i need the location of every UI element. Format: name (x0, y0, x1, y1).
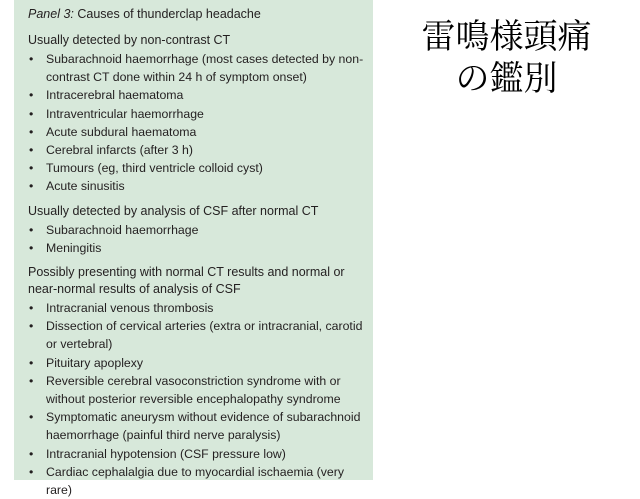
list-item: • Cardiac cephalalgia due to myocardial ischaemia (very rare) (28, 463, 365, 499)
list-item: • Pituitary apoplexy (28, 354, 365, 372)
list-item: • Dissection of cervical arteries (extra or intracranial, carotid or vertebral) (28, 317, 365, 353)
slide-heading-line-2: の鑑別 (455, 59, 558, 99)
list-item: • Intracranial hypotension (CSF pressure low) (28, 445, 365, 463)
section-list (28, 299, 365, 499)
list-item: • Intracranial venous thrombosis (28, 299, 365, 317)
panel-sections (28, 32, 365, 499)
list-item: • Acute subdural haematoma (28, 123, 365, 141)
list-item: • Meningitis (28, 239, 365, 257)
panel-section (28, 32, 365, 196)
list-item: • Cerebral infarcts (after 3 h) (28, 141, 365, 159)
list-item: • Tumours (eg, third ventricle colloid cyst) (28, 159, 365, 177)
causes-panel (14, 0, 373, 498)
list-item: • Subarachnoid haemorrhage (most cases detected by non-contrast CT done within 24 h of symptom onset) (28, 50, 365, 86)
list-item: • Reversible cerebral vasoconstriction syndrome with or without posterior reversible encephalopathy syndrome (28, 372, 365, 408)
panel-section (28, 264, 365, 499)
list-item: • Acute sinusitis (28, 177, 365, 195)
panel-label: Panel 3: (28, 7, 74, 21)
section-heading: Usually detected by non-contrast CT (28, 33, 231, 47)
list-item: • Subarachnoid haemorrhage (28, 221, 365, 239)
list-item: • Intraventricular haemorrhage (28, 105, 365, 123)
section-heading: Usually detected by analysis of CSF after normal CT (28, 203, 319, 218)
section-list (28, 50, 365, 196)
panel-section (28, 203, 365, 257)
section-heading: Possibly presenting with normal CT results and normal or near-normal results of analysis of CSF (28, 265, 345, 297)
slide-heading (373, 16, 640, 100)
list-item: • Intracerebral haematoma (28, 86, 365, 104)
panel-title (28, 6, 365, 22)
list-item: • Symptomatic aneurysm without evidence of subarachnoid haemorrhage (painful third nerve paralysis) (28, 408, 365, 444)
slide-heading-line-1: 雷鳴様頭痛 (421, 17, 592, 57)
section-list (28, 221, 365, 257)
panel-title-text: Causes of thunderclap headache (77, 7, 261, 21)
